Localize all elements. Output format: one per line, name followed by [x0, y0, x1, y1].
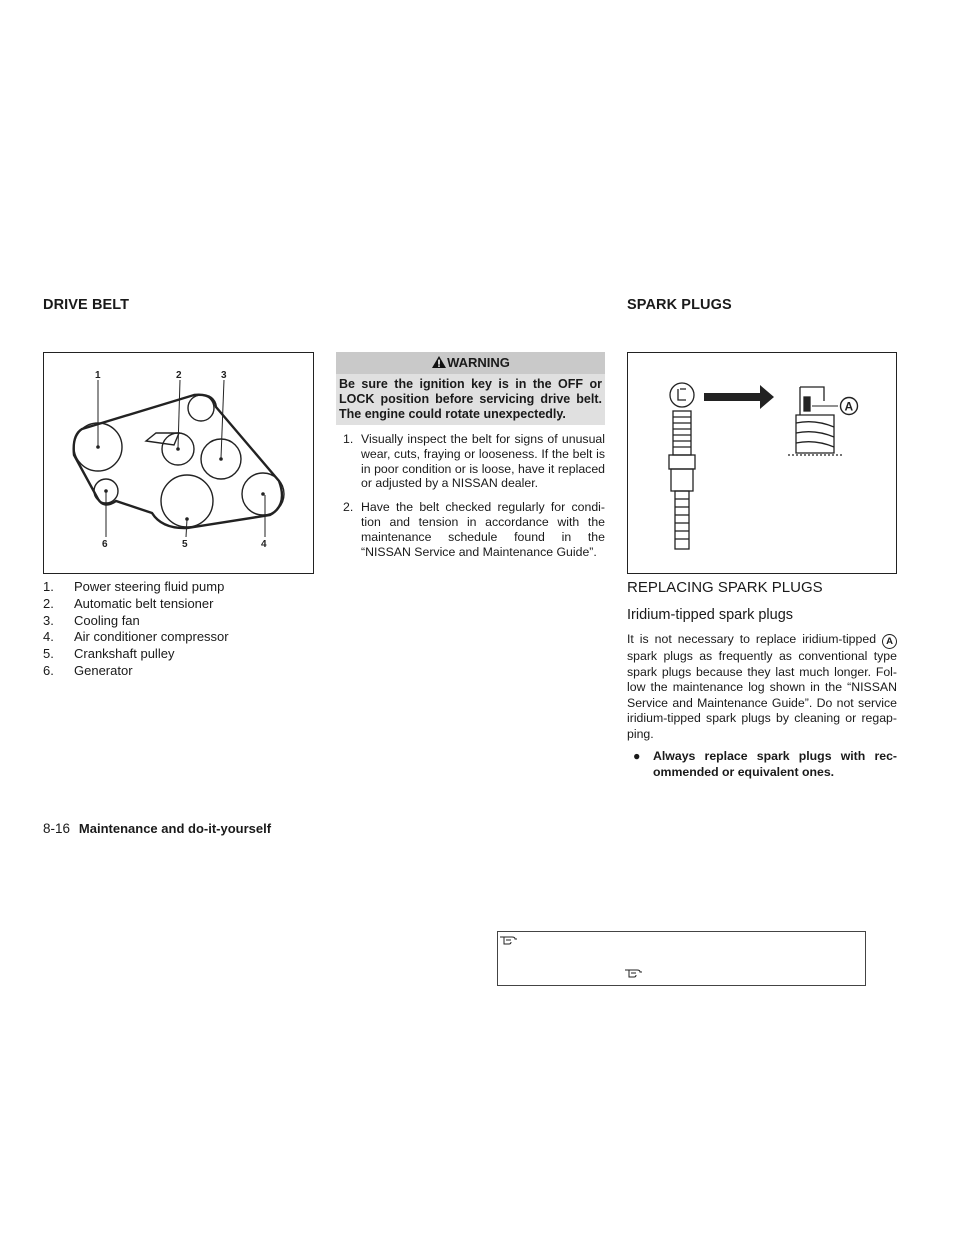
tensioner [146, 433, 179, 445]
belt-steps [336, 432, 605, 568]
pulley-top [188, 395, 214, 421]
legend-item: 3. Cooling fan [43, 612, 140, 628]
warning-box [336, 352, 605, 425]
diagram-label-4: 4 [261, 539, 267, 550]
pointing-hand-icon [624, 967, 644, 979]
legend-item: 6. Generator [43, 662, 133, 678]
diagram-label-2: 2 [176, 370, 182, 381]
diagram-label-3: 3 [221, 370, 227, 381]
reference-box [497, 931, 866, 986]
page-footer [43, 820, 271, 838]
step-item: 2. Have the belt checked regularly for condi-tion and tension in accordance with the maintenance schedule found in the “NISSAN Service and Maintenance Guide”. [343, 500, 605, 559]
spark-plug-diagram [627, 352, 897, 574]
legend-item: 2. Automatic belt tensioner [43, 595, 214, 611]
warning-triangle-icon [431, 355, 447, 369]
diagram-label-6: 6 [102, 539, 108, 550]
drive-belt-legend [43, 579, 314, 680]
warning-header [336, 352, 605, 374]
marker-a-icon: A [882, 634, 897, 649]
bullet-icon: ● [633, 749, 641, 763]
diagram-label-1: 1 [95, 370, 101, 381]
iridium-paragraph: It is not necessary to replace iridium-tipped A spark plugs as frequently as conventional type spark plugs because they last much longer. Fol-low the maintenance log shown in the “NISSAN Service and Maintenance Guide”. Do not service iridium-tipped spark plugs by cleaning or regap-ping. [627, 632, 897, 741]
legend-item: 1. Power steering fluid pump [43, 579, 225, 594]
legend-item: 5. Crankshaft pulley [43, 646, 175, 662]
diagram-label-5: 5 [182, 539, 188, 550]
step-item: 1. Visually inspect the belt for signs of unusual wear, cuts, fraying or looseness. If the belt is in poor condition or is loose, have it replaced or adjusted by a NISSAN dealer. [343, 432, 605, 491]
section-title: Maintenance and do-it-yourself [78, 821, 272, 836]
page-number: 8-16 [43, 821, 71, 836]
iridium-subheading: Iridium-tipped spark plugs [627, 607, 794, 623]
spark-plug-illustration [628, 353, 896, 573]
warning-title: WARNING [447, 355, 510, 370]
pointing-hand-icon [499, 934, 519, 946]
replacing-spark-plugs-heading: REPLACING SPARK PLUGS [627, 579, 823, 596]
legend-item: 4. Air conditioner compressor [43, 629, 229, 645]
replace-bullet: ● Always replace spark plugs with rec-ommended or equivalent ones. [633, 749, 897, 779]
drive-belt-diagram [43, 352, 314, 574]
warning-text: Be sure the ignition key is in the OFF or LOCK position before servicing drive belt. The engine could rotate unexpectedly. [336, 374, 605, 425]
spark-plugs-heading: SPARK PLUGS [627, 297, 732, 313]
belt-path [74, 395, 282, 528]
drive-belt-illustration [44, 353, 313, 573]
drive-belt-heading: DRIVE BELT [43, 297, 130, 313]
spark-plug-label-a: A [844, 399, 854, 414]
